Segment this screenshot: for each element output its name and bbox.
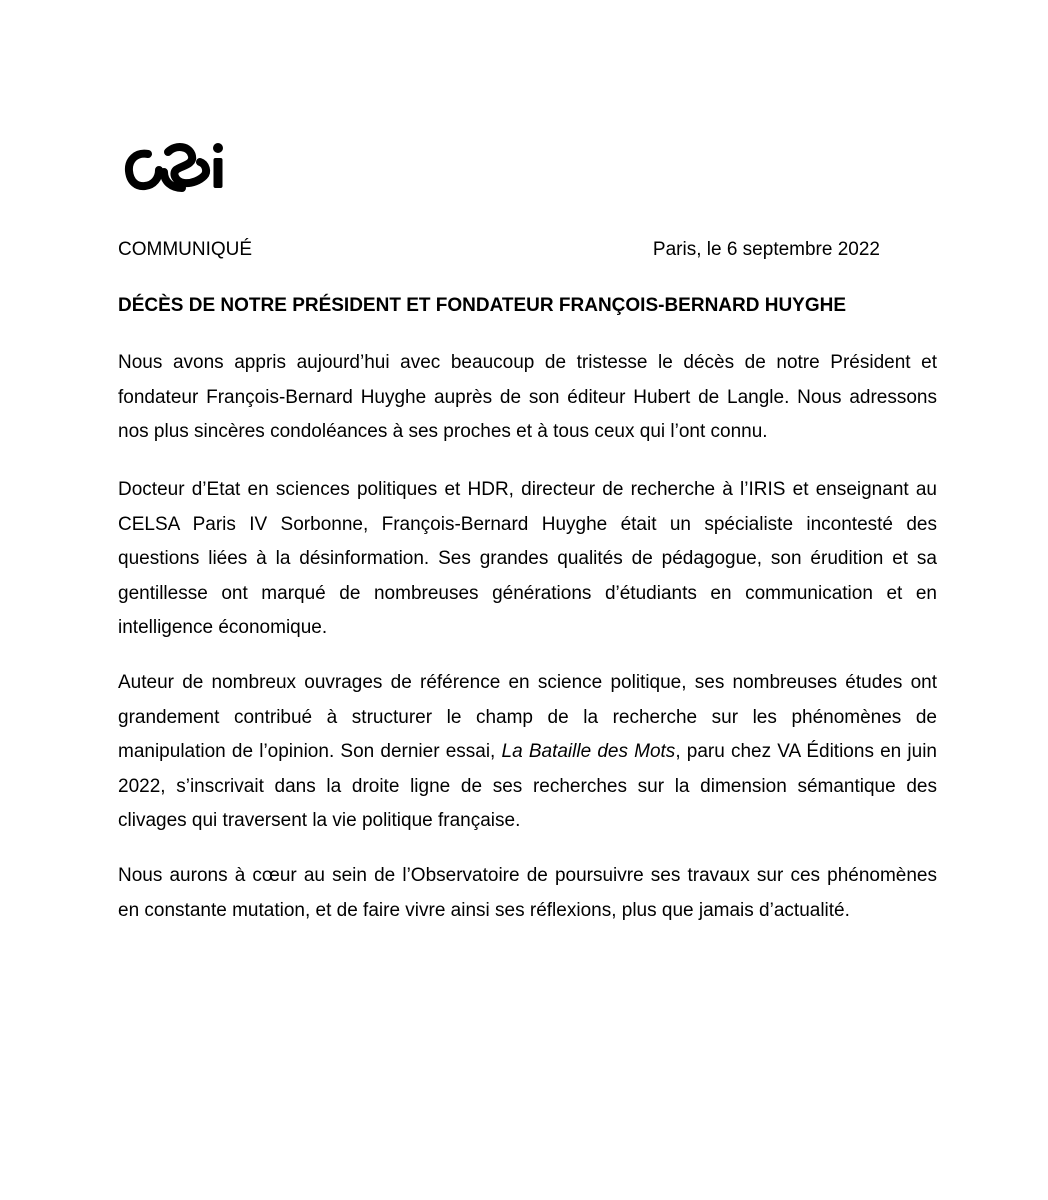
document-type: COMMUNIQUÉ: [118, 239, 253, 260]
place-date: Paris, le 6 septembre 2022: [652, 239, 880, 260]
book-title: La Bataille des Mots: [501, 741, 676, 762]
paragraph-2: Docteur d’Etat en sciences politiques et HDR, directeur de recherche à l’IRIS et enseignant au CELSA Paris IV Sorbonne, François-Bernard Huyghe était un spécialiste incontesté des questions liées à la désinformation. Ses grandes qualités de pédagogue, son érudition et sa gentillesse ont marqué de nombreuses générations d’étudiants en communication et en intelligence économique.: [118, 479, 937, 638]
paragraph-4: Nous aurons à cœur au sein de l’Observatoire de poursuivre ses travaux sur ces phénomènes en constante mutation, et de faire vivre ainsi ses réflexions, plus que jamais d’actualité.: [118, 865, 937, 921]
paragraph-3-text-start: Auteur de nombreux ouvrages de référence en science politique, ses nombreuses études ont grandement contribué à structurer le champ de la recherche sur les phénomènes de manipulation de l’opinion. Son dernier essai,: [118, 672, 937, 762]
paragraph-3: [118, 666, 937, 839]
paragraph-3-text-end: , paru chez VA Éditions en juin 2022, s’inscrivait dans la droite ligne de ses recherches sur la dimension sémantique des clivages qui traversent la vie politique française.: [118, 741, 937, 831]
paragraph-1: Nous avons appris aujourd’hui avec beaucoup de tristesse le décès de notre Président et fondateur François-Bernard Huyghe auprès de son éditeur Hubert de Langle. Nous adressons nos plus sincères condoléances à ses proches et à tous ceux qui l’ont connu.: [118, 352, 937, 442]
osi-logo: [124, 138, 228, 200]
headline: DÉCÈS DE NOTRE PRÉSIDENT ET FONDATEUR FRANÇOIS-BERNARD HUYGHE: [118, 295, 847, 316]
